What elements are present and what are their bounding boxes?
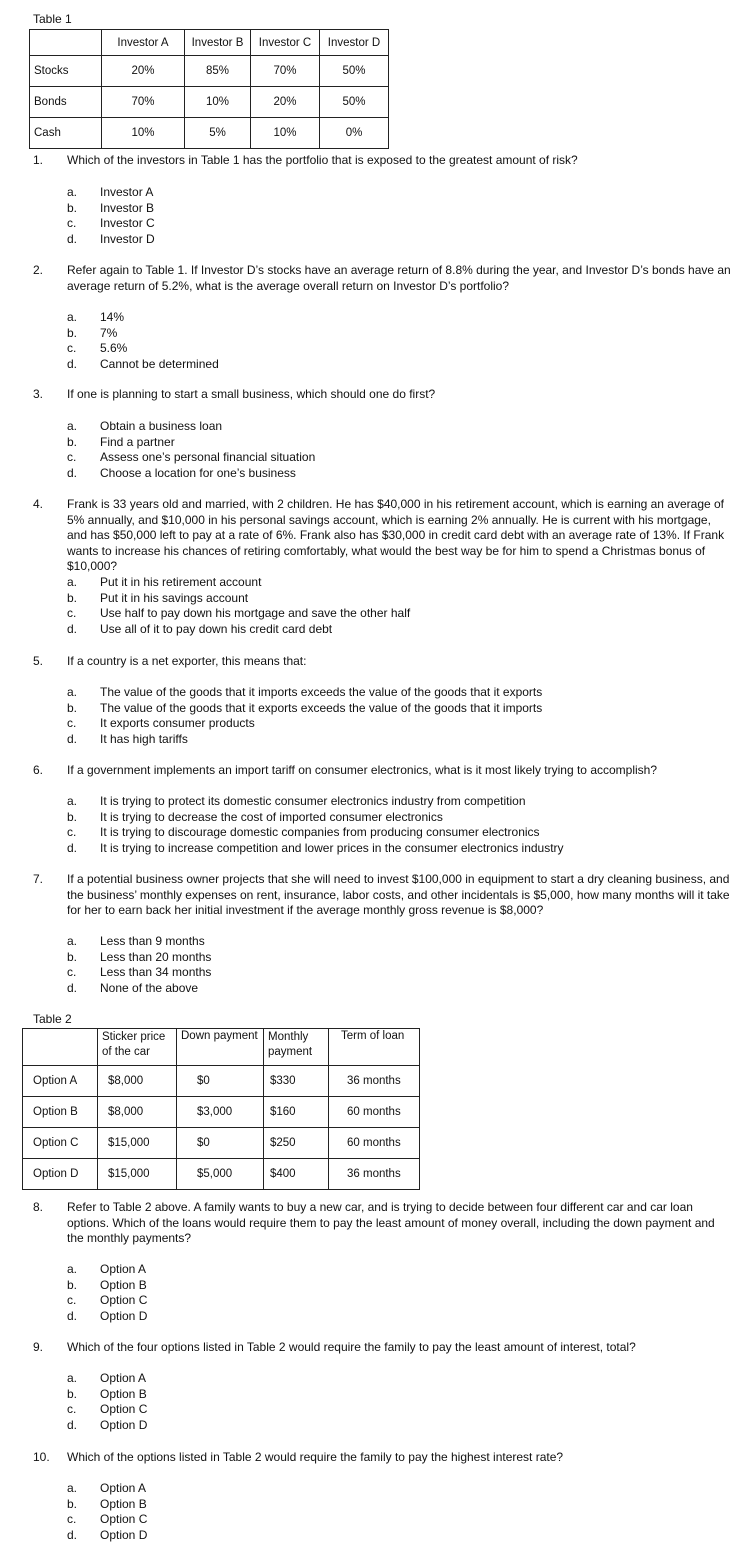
option-text: Investor A: [100, 185, 154, 199]
table-cell: Option B: [23, 1097, 98, 1128]
table-cell: 50%: [320, 56, 389, 87]
table-cell: 10%: [102, 118, 185, 149]
option-text: Obtain a business loan: [100, 419, 223, 433]
option-text: Option D: [100, 1308, 148, 1323]
option-letter: b.: [67, 700, 78, 715]
option-text: Option C: [100, 1402, 148, 1416]
table-header-cell: Term of loan: [329, 1029, 420, 1066]
option-letter: c.: [67, 606, 77, 620]
question-text: Which of the four options listed in Table 2 would require the family to pay the least amount of interest, total?: [67, 1340, 636, 1354]
option-letter: c.: [67, 1402, 77, 1416]
option-letter: c.: [67, 965, 77, 979]
option-letter: a.: [67, 1262, 78, 1276]
option-text: It is trying to discourage domestic companies from producing consumer electronics: [100, 825, 540, 839]
table-cell: $0: [177, 1066, 264, 1097]
question-text: Refer to Table 2 above. A family wants to buy a new car, and is trying to decide between four different car and car loan options. Which of the loans would require them to pay the least amount of money overall, including the down payment and the monthly payments?: [67, 1200, 715, 1246]
option-text: 7%: [100, 325, 118, 340]
table-cell: $160: [264, 1097, 329, 1128]
table-cell: 10%: [251, 118, 320, 149]
question-text: Refer again to Table 1. If Investor D’s stocks have an average return of 8.8% during the year, and Investor D’s bonds have an average return of 5.2%, what is the average overall return on Investor D’s portfolio?: [67, 263, 731, 293]
option-letter: c.: [67, 1512, 77, 1526]
option-letter: b.: [67, 1496, 78, 1511]
option-text: None of the above: [100, 980, 199, 995]
table-cell: $15,000: [98, 1128, 177, 1159]
option-text: 14%: [100, 310, 125, 324]
table-header-cell: [30, 30, 102, 56]
car-loan-options-table: [22, 1028, 420, 1190]
option-text: Option A: [100, 1481, 147, 1495]
table-header-cell: [23, 1029, 98, 1066]
table-cell: 20%: [102, 56, 185, 87]
table-cell: Stocks: [30, 56, 102, 87]
table-header-cell: Investor B: [185, 30, 251, 56]
question-text: If a government implements an import tariff on consumer electronics, what is it most likely trying to accomplish?: [67, 763, 658, 777]
option-text: Option A: [100, 1371, 147, 1385]
option-text: Option C: [100, 1512, 148, 1526]
option-letter: a.: [67, 419, 78, 433]
option-letter: d.: [67, 621, 78, 636]
option-text: Find a partner: [100, 434, 175, 449]
table-cell: 5%: [185, 118, 251, 149]
question-number: 2.: [33, 263, 44, 277]
table-cell: 0%: [320, 118, 389, 149]
table-header-cell: Monthly payment: [264, 1029, 329, 1066]
option-letter: d.: [67, 1308, 78, 1323]
option-letter: a.: [67, 794, 78, 808]
table-header-cell: Investor C: [251, 30, 320, 56]
question-number: 4.: [33, 497, 44, 511]
table-cell: 10%: [185, 87, 251, 118]
option-text: Cannot be determined: [100, 356, 219, 371]
table-row: [23, 1159, 420, 1190]
question-text: If a potential business owner projects that she will need to invest $100,000 in equipment to start a dry cleaning business, and the business’ monthly expenses on rent, insurance, labor costs, and other incidentals is $5,000, how many months will it take for her to earn back her initial investment if the average monthly gross revenue is $8,000?: [67, 872, 730, 918]
table-cell: $400: [264, 1159, 329, 1190]
table-cell: 60 months: [329, 1097, 420, 1128]
option-letter: d.: [67, 731, 78, 746]
option-text: Option A: [100, 1262, 147, 1276]
option-letter: a.: [67, 575, 78, 589]
option-text: It is trying to decrease the cost of imported consumer electronics: [100, 809, 443, 824]
option-text: Option B: [100, 1277, 147, 1292]
option-text: Use half to pay down his mortgage and save the other half: [100, 606, 411, 620]
table-cell: 70%: [251, 56, 320, 87]
question-text: Frank is 33 years old and married, with 2 children. He has $40,000 in his retirement account, which is earning an average of 5% annually, and $10,000 in his personal savings account, which is earning 2% annually. He is current with his mortgage, and has $50,000 left to pay at a rate of 6%. Frank also has $30,000 in credit card debt with an average rate of 13%. If Frank wants to increase his chances of retiring comfortably, what would the best way be for him to spend a Christmas bonus of $10,000?: [67, 497, 725, 574]
table-cell: Option C: [23, 1128, 98, 1159]
table-cell: $8,000: [98, 1097, 177, 1128]
table-cell: 36 months: [329, 1066, 420, 1097]
option-text: The value of the goods that it imports exceeds the value of the goods that it exports: [100, 685, 543, 699]
option-letter: d.: [67, 980, 78, 995]
option-text: Investor D: [100, 231, 155, 246]
table-cell: $250: [264, 1128, 329, 1159]
option-text: Option D: [100, 1417, 148, 1432]
table-cell: $15,000: [98, 1159, 177, 1190]
question-text: Which of the options listed in Table 2 would require the family to pay the highest interest rate?: [67, 1450, 564, 1464]
option-letter: b.: [67, 1386, 78, 1401]
question-number: 3.: [33, 387, 44, 401]
question-text: If a country is a net exporter, this means that:: [67, 654, 307, 668]
table-row: [30, 87, 389, 118]
option-letter: c.: [67, 825, 77, 839]
option-letter: a.: [67, 1481, 78, 1495]
option-letter: c.: [67, 1293, 77, 1307]
option-text: It exports consumer products: [100, 716, 255, 730]
table-cell: 70%: [102, 87, 185, 118]
question-number: 1.: [33, 153, 44, 167]
table-header-cell: Investor A: [102, 30, 185, 56]
table-cell: 60 months: [329, 1128, 420, 1159]
option-letter: d.: [67, 1417, 78, 1432]
table-cell: 36 months: [329, 1159, 420, 1190]
option-text: Option C: [100, 1293, 148, 1307]
table1-caption: Table 1: [33, 12, 72, 26]
question-number: 8.: [33, 1200, 44, 1214]
option-letter: a.: [67, 185, 78, 199]
option-text: Option D: [100, 1527, 148, 1542]
investor-allocation-table: [29, 29, 389, 149]
option-text: Put it in his savings account: [100, 590, 249, 605]
question-text: Which of the investors in Table 1 has the portfolio that is exposed to the greatest amount of risk?: [67, 153, 578, 167]
option-text: Option B: [100, 1496, 147, 1511]
option-letter: b.: [67, 1277, 78, 1292]
option-letter: d.: [67, 231, 78, 246]
option-text: The value of the goods that it exports exceeds the value of the goods that it imports: [100, 700, 543, 715]
table-row: [23, 1097, 420, 1128]
option-letter: b.: [67, 590, 78, 605]
option-text: Choose a location for one’s business: [100, 465, 296, 480]
option-text: It is trying to protect its domestic consumer electronics industry from competition: [100, 794, 526, 808]
option-letter: a.: [67, 685, 78, 699]
table-cell: $330: [264, 1066, 329, 1097]
option-letter: b.: [67, 325, 78, 340]
option-text: Less than 34 months: [100, 965, 212, 979]
option-text: Investor B: [100, 200, 155, 215]
table-cell: Option D: [23, 1159, 98, 1190]
question-number: 9.: [33, 1340, 44, 1354]
question-number: 5.: [33, 654, 44, 668]
table-row: [30, 118, 389, 149]
option-text: Less than 20 months: [100, 949, 212, 964]
option-letter: d.: [67, 840, 78, 855]
table-cell: $0: [177, 1128, 264, 1159]
option-letter: d.: [67, 356, 78, 371]
table-cell: 50%: [320, 87, 389, 118]
table-cell: Bonds: [30, 87, 102, 118]
option-letter: c.: [67, 216, 77, 230]
table-row: [23, 1128, 420, 1159]
option-letter: a.: [67, 310, 78, 324]
option-text: Investor C: [100, 216, 155, 230]
option-letter: b.: [67, 809, 78, 824]
option-letter: a.: [67, 934, 78, 948]
option-letter: c.: [67, 341, 77, 355]
table-header-cell: Sticker price of the car: [98, 1029, 177, 1066]
option-letter: d.: [67, 1527, 78, 1542]
question-number: 10.: [33, 1450, 50, 1464]
table2-caption: Table 2: [33, 1012, 72, 1026]
option-letter: b.: [67, 949, 78, 964]
option-text: Less than 9 months: [100, 934, 205, 948]
table-header-cell: Down payment: [177, 1029, 264, 1066]
question-text: If one is planning to start a small business, which should one do first?: [67, 387, 436, 401]
table-cell: $8,000: [98, 1066, 177, 1097]
table-cell: Cash: [30, 118, 102, 149]
question-number: 7.: [33, 872, 44, 886]
table-cell: Option A: [23, 1066, 98, 1097]
option-letter: a.: [67, 1371, 78, 1385]
question-number: 6.: [33, 763, 44, 777]
table-row: [30, 56, 389, 87]
option-text: Put it in his retirement account: [100, 575, 262, 589]
option-text: Assess one’s personal financial situation: [100, 450, 316, 464]
option-letter: b.: [67, 434, 78, 449]
option-text: Use all of it to pay down his credit card debt: [100, 621, 333, 636]
option-text: Option B: [100, 1386, 147, 1401]
option-letter: b.: [67, 200, 78, 215]
table-cell: 20%: [251, 87, 320, 118]
table-cell: $5,000: [177, 1159, 264, 1190]
option-letter: d.: [67, 465, 78, 480]
option-text: 5.6%: [100, 341, 128, 355]
option-text: It has high tariffs: [100, 731, 188, 746]
option-text: It is trying to increase competition and lower prices in the consumer electronics industry: [100, 840, 564, 855]
table-header-cell: Investor D: [320, 30, 389, 56]
table-cell: $3,000: [177, 1097, 264, 1128]
option-letter: c.: [67, 450, 77, 464]
table-row: [23, 1066, 420, 1097]
option-letter: c.: [67, 716, 77, 730]
table-cell: 85%: [185, 56, 251, 87]
